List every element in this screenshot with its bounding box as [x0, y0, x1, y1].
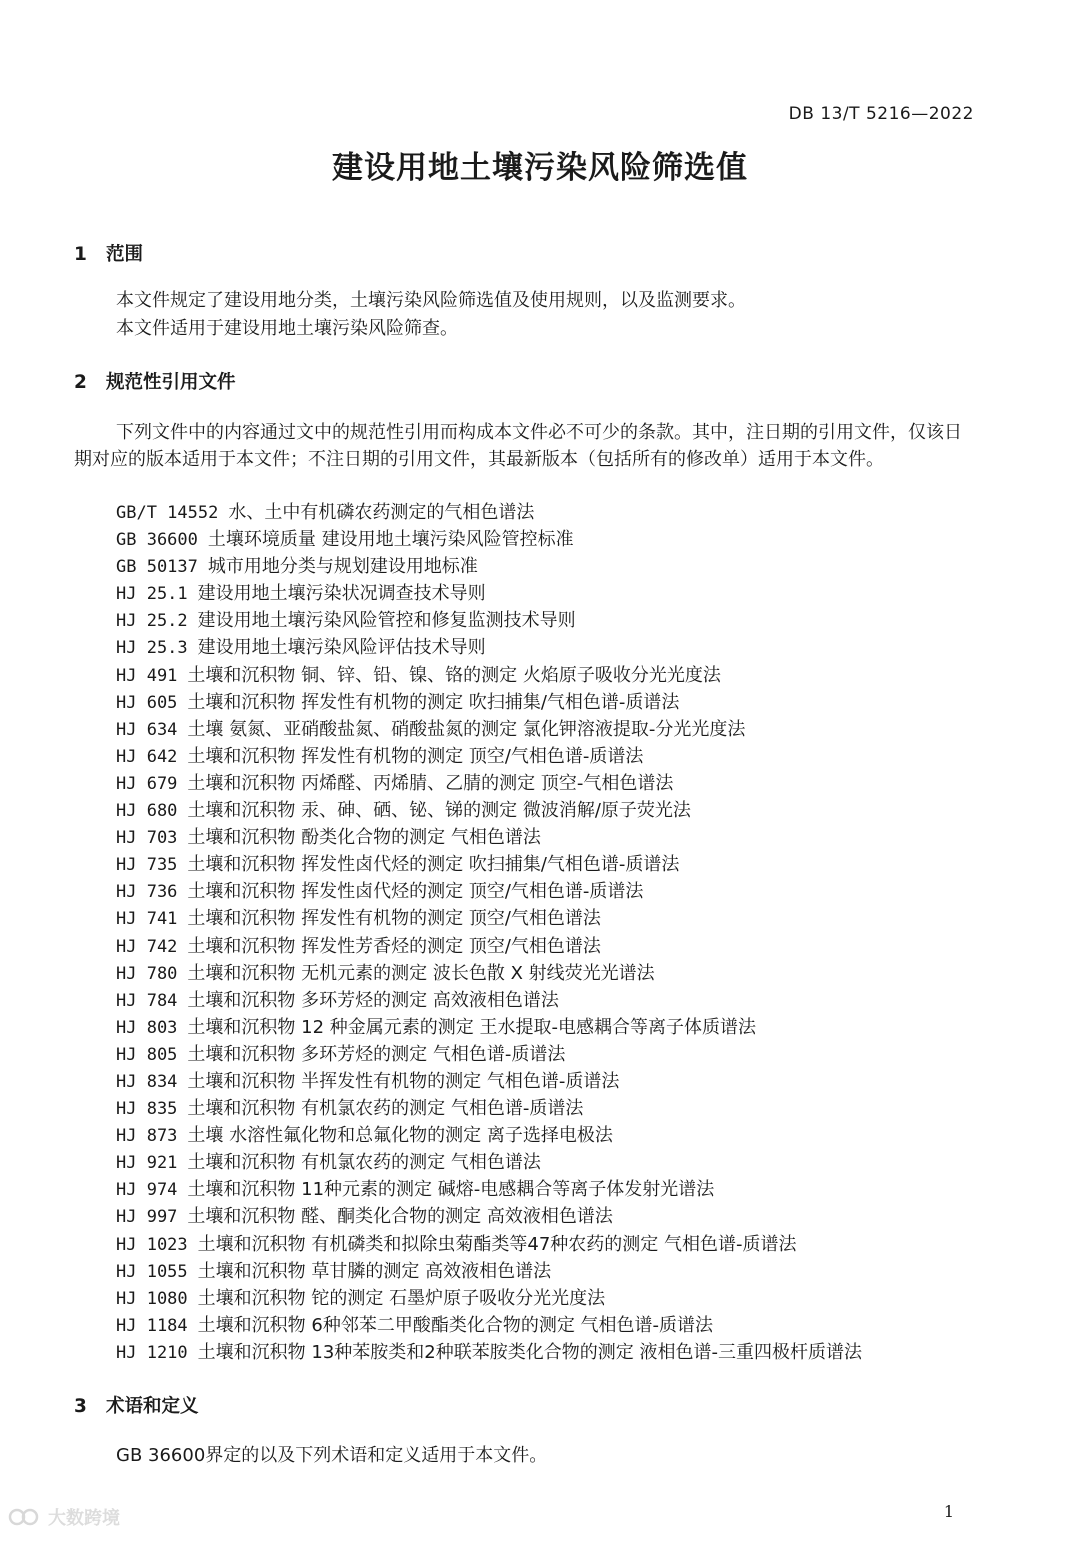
watermark-logo-icon	[8, 1506, 42, 1528]
reference-item	[116, 526, 862, 553]
terms-paragraph: GB 36600界定的以及下列术语和定义适用于本文件。	[116, 1445, 548, 1466]
reference-title: 土壤和沉积物 多环芳烃的测定 高效液相色谱法	[187, 989, 559, 1011]
reference-title: 土壤和沉积物 铊的测定 石墨炉原子吸收分光光度法	[197, 1287, 606, 1309]
reference-item	[116, 987, 862, 1014]
standard-code: DB 13/T 5216—2022	[788, 104, 974, 124]
section-number: 1	[74, 244, 87, 265]
reference-code: HJ 1080	[116, 1288, 188, 1309]
reference-code: HJ 780	[116, 963, 178, 984]
reference-title: 城市用地分类与规划建设用地标准	[207, 556, 478, 578]
reference-code: HJ 835	[116, 1099, 178, 1120]
reference-item	[116, 1149, 862, 1176]
reference-item	[116, 960, 862, 987]
reference-title: 土壤和沉积物 有机氯农药的测定 气相色谱-质谱法	[187, 1098, 584, 1120]
reference-code: HJ 703	[116, 828, 178, 849]
reference-title: 土壤和沉积物 铜、锌、铅、镍、铬的测定 火焰原子吸收分光光度法	[187, 664, 721, 686]
section-title: 规范性引用文件	[106, 372, 236, 393]
reference-item	[116, 580, 862, 607]
reference-item	[116, 1339, 862, 1366]
reference-item	[116, 689, 862, 716]
section-number: 2	[74, 372, 87, 393]
reference-item	[116, 905, 862, 932]
reference-title: 土壤 水溶性氟化物和总氟化物的测定 离子选择电极法	[187, 1125, 613, 1147]
reference-title: 建设用地土壤污染风险评估技术导则	[197, 637, 486, 659]
reference-code: HJ 921	[116, 1153, 178, 1174]
reference-title: 土壤和沉积物 醛、酮类化合物的测定 高效液相色谱法	[187, 1206, 613, 1228]
reference-item	[116, 743, 862, 770]
reference-title: 土壤和沉积物 13种苯胺类和2种联苯胺类化合物的测定 液相色谱-三重四极杆质谱法	[197, 1341, 862, 1363]
reference-code: GB 50137	[116, 557, 198, 578]
reference-item	[116, 634, 862, 661]
reference-item	[116, 933, 862, 960]
section-3-heading	[74, 1392, 199, 1418]
scope-paragraph-1: 本文件规定了建设用地分类，土壤污染风险筛选值及使用规则，以及监测要求。	[116, 290, 746, 311]
reference-code: HJ 735	[116, 855, 178, 876]
reference-code: HJ 803	[116, 1017, 178, 1038]
reference-code: HJ 680	[116, 801, 178, 822]
reference-code: HJ 642	[116, 746, 178, 767]
reference-code: HJ 873	[116, 1126, 178, 1147]
reference-code: HJ 742	[116, 936, 178, 957]
reference-title: 土壤和沉积物 有机氯农药的测定 气相色谱法	[187, 1152, 541, 1174]
section-title: 术语和定义	[106, 1396, 199, 1417]
normative-references-list	[116, 499, 862, 1366]
reference-code: HJ 805	[116, 1044, 178, 1065]
reference-title: 土壤和沉积物 挥发性卤代烃的测定 吹扫捕集/气相色谱-质谱法	[187, 854, 680, 876]
reference-title: 土壤和沉积物 草甘膦的测定 高效液相色谱法	[197, 1260, 552, 1282]
reference-item	[116, 1095, 862, 1122]
section-title: 范围	[106, 244, 144, 265]
reference-code: HJ 997	[116, 1207, 178, 1228]
reference-item	[116, 662, 862, 689]
scope-paragraph-2: 本文件适用于建设用地土壤污染风险筛查。	[116, 318, 458, 339]
reference-item	[116, 1122, 862, 1149]
references-intro-paragraph: 下列文件中的内容通过文中的规范性引用而构成本文件必不可少的条款。其中，注日期的引用文件，仅该日期对应的版本适用于本文件；不注日期的引用文件，其最新版本（包括所有的修改单）适用于本文件。	[74, 422, 962, 470]
reference-item	[116, 1203, 862, 1230]
reference-item	[116, 607, 862, 634]
reference-item	[116, 1312, 862, 1339]
reference-title: 土壤 氨氮、亚硝酸盐氮、硝酸盐氮的测定 氯化钾溶液提取-分光光度法	[187, 718, 746, 740]
reference-item	[116, 553, 862, 580]
reference-title: 土壤和沉积物 挥发性卤代烃的测定 顶空/气相色谱-质谱法	[187, 881, 644, 903]
reference-code: HJ 25.3	[116, 638, 188, 659]
reference-code: HJ 634	[116, 719, 178, 740]
reference-title: 建设用地土壤污染风险管控和修复监测技术导则	[197, 610, 576, 632]
reference-title: 土壤和沉积物 无机元素的测定 波长色散 X 射线荧光光谱法	[187, 962, 655, 984]
reference-item	[116, 1176, 862, 1203]
reference-title: 土壤和沉积物 挥发性有机物的测定 顶空/气相色谱法	[187, 908, 601, 930]
watermark	[8, 1504, 120, 1530]
watermark-text: 大数跨境	[48, 1508, 120, 1529]
document-title: 建设用地土壤污染风险筛选值	[332, 150, 748, 186]
reference-title: 水、土中有机磷农药测定的气相色谱法	[228, 502, 535, 523]
reference-item	[116, 1014, 862, 1041]
reference-code: HJ 784	[116, 990, 178, 1011]
reference-title: 土壤和沉积物 丙烯醛、丙烯腈、乙腈的测定 顶空-气相色谱法	[187, 772, 674, 794]
reference-code: HJ 1055	[116, 1261, 188, 1282]
reference-item	[116, 1258, 862, 1285]
reference-code: HJ 605	[116, 692, 178, 713]
reference-code: HJ 741	[116, 909, 178, 930]
reference-code: HJ 834	[116, 1071, 178, 1092]
reference-title: 土壤和沉积物 挥发性有机物的测定 顶空/气相色谱-质谱法	[187, 745, 644, 767]
reference-title: 土壤和沉积物 半挥发性有机物的测定 气相色谱-质谱法	[187, 1070, 620, 1092]
page-number: 1	[943, 1502, 954, 1521]
section-2-heading	[74, 368, 236, 394]
reference-code: GB/T 14552	[116, 503, 219, 523]
reference-title: 土壤和沉积物 多环芳烃的测定 气相色谱-质谱法	[187, 1043, 566, 1065]
reference-title: 土壤和沉积物 挥发性有机物的测定 吹扫捕集/气相色谱-质谱法	[187, 691, 680, 713]
reference-item	[116, 770, 862, 797]
reference-title: 土壤和沉积物 汞、砷、硒、铋、锑的测定 微波消解/原子荧光法	[187, 800, 691, 822]
reference-item	[116, 824, 862, 851]
reference-code: HJ 1023	[116, 1234, 188, 1255]
reference-item	[116, 878, 862, 905]
reference-code: HJ 974	[116, 1180, 178, 1201]
reference-item	[116, 1068, 862, 1095]
reference-title: 土壤和沉积物 6种邻苯二甲酸酯类化合物的测定 气相色谱-质谱法	[197, 1314, 714, 1336]
reference-title: 土壤和沉积物 酚类化合物的测定 气相色谱法	[187, 827, 541, 849]
reference-item	[116, 1231, 862, 1258]
reference-code: HJ 736	[116, 882, 178, 903]
reference-item	[116, 716, 862, 743]
reference-title: 土壤环境质量 建设用地土壤污染风险管控标准	[207, 529, 574, 551]
reference-title: 土壤和沉积物 11种元素的测定 碱熔-电感耦合等离子体发射光谱法	[187, 1179, 715, 1201]
reference-code: HJ 25.2	[116, 611, 188, 632]
reference-title: 土壤和沉积物 挥发性芳香烃的测定 顶空/气相色谱法	[187, 935, 601, 957]
reference-code: HJ 1184	[116, 1315, 188, 1336]
reference-title: 建设用地土壤污染状况调查技术导则	[197, 583, 486, 605]
section-1-heading	[74, 240, 143, 266]
reference-code: HJ 491	[116, 665, 178, 686]
reference-code: HJ 25.1	[116, 584, 188, 605]
reference-code: HJ 679	[116, 773, 178, 794]
reference-title: 土壤和沉积物 有机磷类和拟除虫菊酯类等47种农药的测定 气相色谱-质谱法	[197, 1233, 797, 1255]
reference-item	[116, 1041, 862, 1068]
section-number: 3	[74, 1396, 87, 1417]
reference-item	[116, 851, 862, 878]
reference-title: 土壤和沉积物 12 种金属元素的测定 王水提取-电感耦合等离子体质谱法	[187, 1016, 756, 1038]
reference-item	[116, 1285, 862, 1312]
reference-item	[116, 797, 862, 824]
reference-code: GB 36600	[116, 530, 198, 551]
reference-code: HJ 1210	[116, 1342, 188, 1363]
reference-item	[116, 499, 862, 526]
